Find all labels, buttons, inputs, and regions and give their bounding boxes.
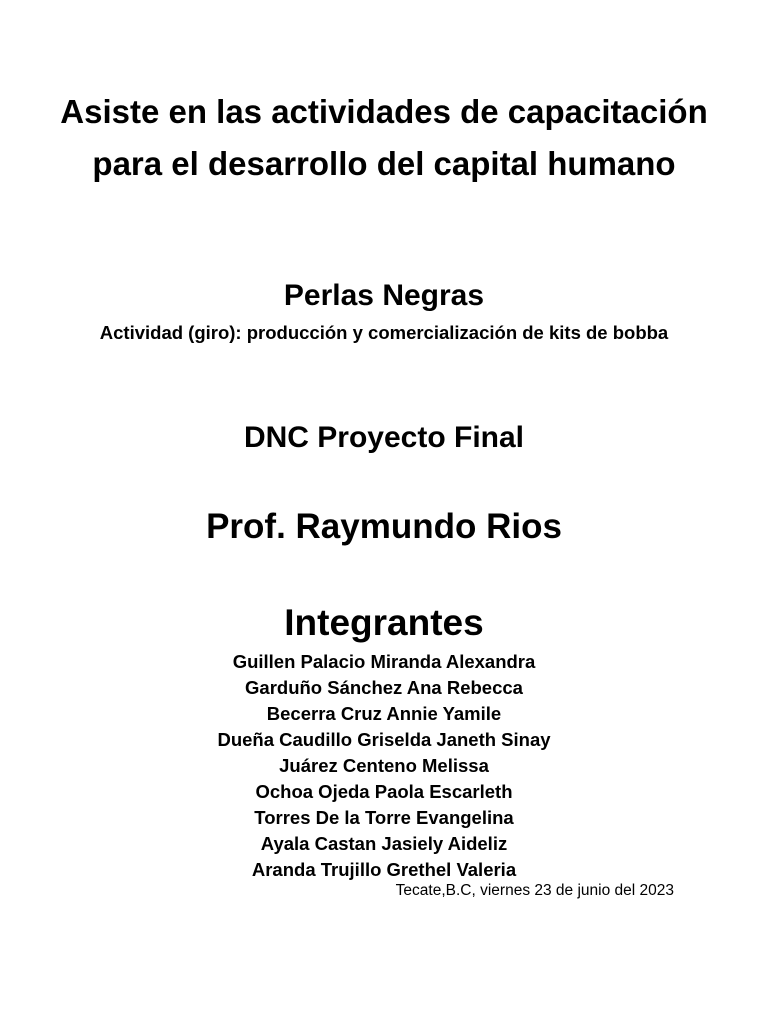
company-name: Perlas Negras (283, 279, 485, 312)
member-name: Aranda Trujillo Grethel Valeria (251, 859, 517, 880)
member-name: Guillen Palacio Miranda Alexandra (232, 651, 536, 672)
place-and-date: Tecate,B.C, viernes 23 de junio del 2023 (395, 882, 674, 899)
document-title: Asiste en las actividades de capacitación para el desarrollo del capital humano (60, 93, 708, 182)
member-name: Garduño Sánchez Ana Rebecca (245, 677, 523, 698)
member-name: Torres De la Torre Evangelina (254, 807, 514, 828)
professor-name: Prof. Raymundo Rios (206, 507, 562, 546)
project-title: DNC Proyecto Final (243, 421, 525, 454)
member-name: Juárez Centeno Melissa (279, 755, 489, 776)
member-name: Ochoa Ojeda Paola Escarleth (255, 781, 513, 802)
company-activity: Actividad (giro): producción y comercialización de kits de bobba (99, 322, 669, 343)
members-list (0, 649, 768, 883)
member-name: Dueña Caudillo Griselda Janeth Sinay (217, 729, 551, 750)
member-name: Ayala Castan Jasiely Aideliz (260, 833, 508, 854)
members-heading: Integrantes (284, 602, 484, 643)
member-name: Becerra Cruz Annie Yamile (266, 703, 502, 724)
